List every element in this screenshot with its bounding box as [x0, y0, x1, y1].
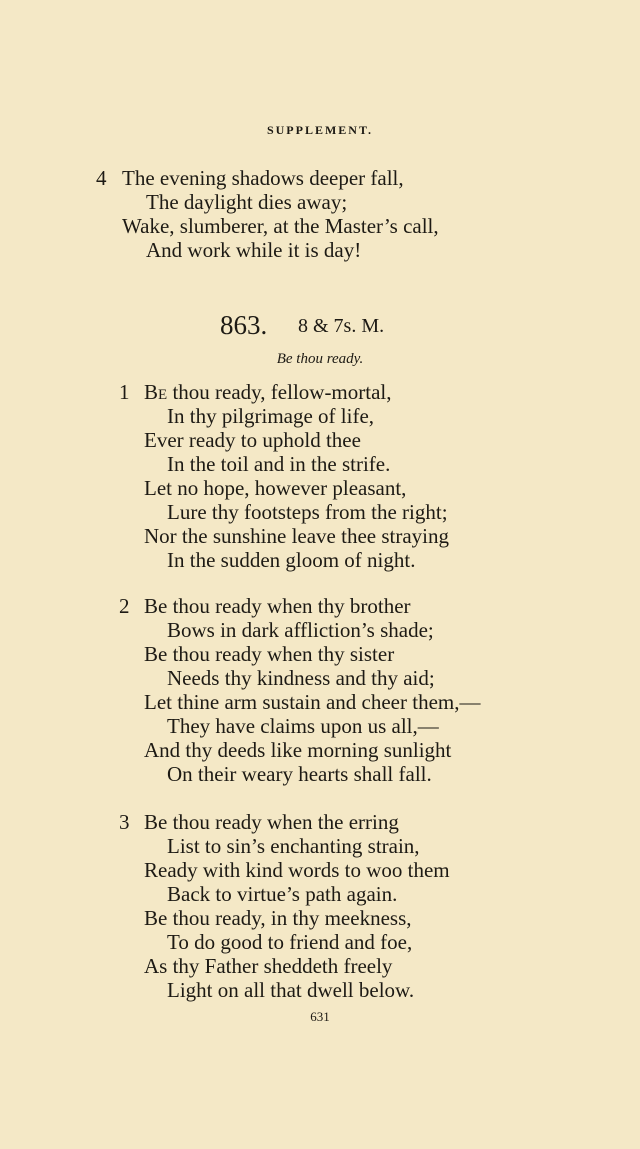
- hymn-heading: [0, 308, 640, 342]
- verse-line: Be thou ready when the erring: [144, 810, 399, 834]
- verse-line: Light on all that dwell below.: [167, 978, 415, 1002]
- verse-line: In the sudden gloom of night.: [167, 548, 416, 572]
- verse-line: To do good to friend and foe,: [167, 930, 413, 954]
- hymn-meter: 8 & 7s. M.: [298, 315, 385, 337]
- verse-line: Be thou ready, in thy meekness,: [144, 906, 412, 930]
- verse-line: Lure thy footsteps from the right;: [167, 500, 448, 524]
- verse-line: Be thou ready when thy sister: [144, 642, 395, 666]
- verse-line: They have claims upon us all,—: [167, 714, 439, 738]
- verse-line: Let no hope, however pleasant,: [144, 476, 407, 500]
- first-line-rest: thou ready, fellow-mortal,: [167, 380, 392, 404]
- verse-line: Ever ready to uphold thee: [144, 428, 361, 452]
- verse-line: On their weary hearts shall fall.: [167, 762, 432, 786]
- verse-line: Back to virtue’s path again.: [167, 882, 398, 906]
- verse-line: As thy Father sheddeth freely: [144, 954, 393, 978]
- stanza-line: And work while it is day!: [146, 238, 362, 262]
- hymn-subtitle: Be thou ready.: [276, 351, 364, 367]
- verse-number: 2: [119, 594, 130, 618]
- verse-first-line: [144, 380, 392, 404]
- stanza-number: 4: [96, 166, 107, 190]
- verse-line: Needs thy kindness and thy aid;: [167, 666, 435, 690]
- verse-line: Be thou ready when thy brother: [144, 594, 411, 618]
- verse-line: In thy pilgrimage of life,: [167, 404, 375, 428]
- verse-line: In the toil and in the strife.: [167, 452, 391, 476]
- stanza-line: The daylight dies away;: [146, 190, 348, 214]
- initial-capital: B: [144, 380, 159, 404]
- verse-line: Ready with kind words to woo them: [144, 858, 450, 882]
- stanza-line: The evening shadows deeper fall,: [122, 166, 404, 190]
- verse-line: And thy deeds like morning sunlight: [144, 738, 452, 762]
- page-number: 631: [310, 1009, 330, 1024]
- verse-number: 1: [119, 380, 130, 404]
- verse-number: 3: [119, 810, 130, 834]
- hymn-number: 863.: [220, 310, 268, 340]
- verse-line: Bows in dark affliction’s shade;: [167, 618, 434, 642]
- running-title: SUPPLEMENT.: [266, 123, 374, 137]
- initial-word-rest: e: [158, 380, 168, 404]
- verse-line: Nor the sunshine leave thee straying: [144, 524, 449, 548]
- verse-line: Let thine arm sustain and cheer them,—: [144, 690, 481, 714]
- stanza-line: Wake, slumberer, at the Master’s call,: [122, 214, 439, 238]
- verse-line: List to sin’s enchanting strain,: [167, 834, 420, 858]
